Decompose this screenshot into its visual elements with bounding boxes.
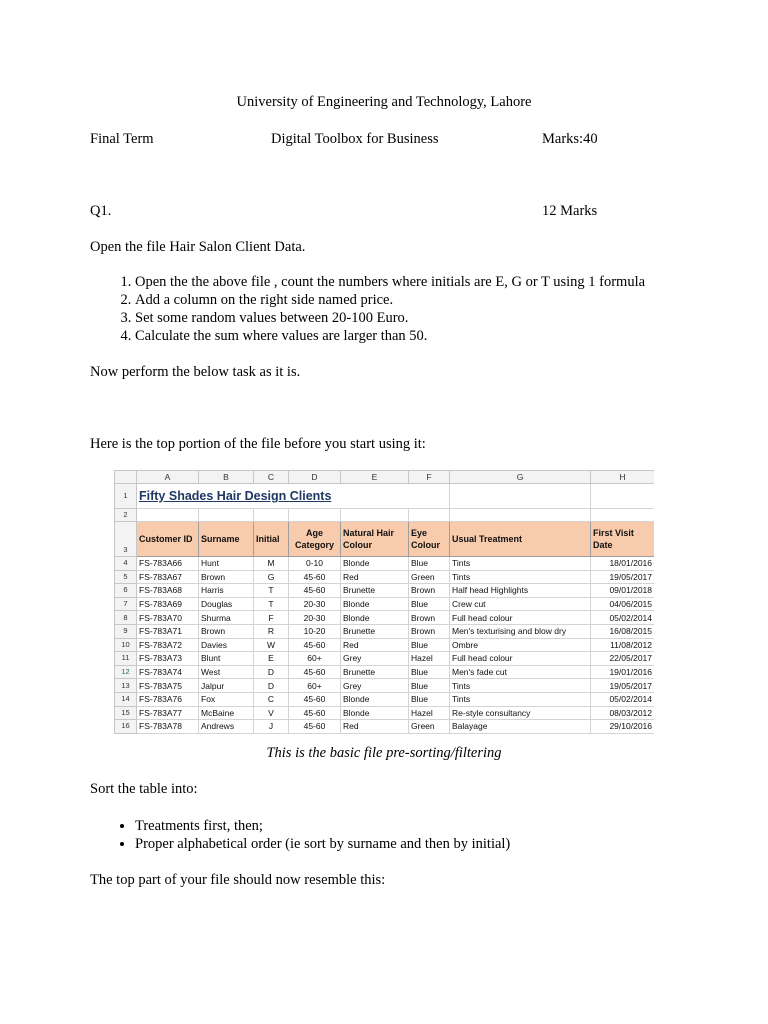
task-item: 2. Add a column on the right side named price. (135, 291, 645, 309)
total-marks: Marks:40 (542, 131, 598, 147)
cell-age-category: 45-60 (289, 638, 341, 652)
course-name: Digital Toolbox for Business (271, 131, 439, 147)
cell-customer-id: FS-783A70 (137, 611, 199, 625)
cell-first-visit-date: 11/08/2012 (591, 638, 655, 652)
row-number: 3 (115, 522, 137, 557)
header-age-category: Age Category (289, 522, 341, 557)
sheet-title: Fifty Shades Hair Design Clients (137, 484, 409, 509)
table-row (115, 584, 655, 598)
row-number: 14 (115, 692, 137, 706)
cell-customer-id: FS-783A68 (137, 584, 199, 598)
cell-natural-hair-colour: Blonde (341, 692, 409, 706)
table-row (115, 652, 655, 666)
cell-customer-id: FS-783A69 (137, 597, 199, 611)
cell-customer-id: FS-783A75 (137, 679, 199, 693)
blank-row (115, 509, 655, 522)
cell-first-visit-date: 18/01/2016 (591, 557, 655, 571)
cell-natural-hair-colour: Blonde (341, 557, 409, 571)
table-row (115, 692, 655, 706)
cell (591, 484, 655, 509)
cell-customer-id: FS-783A74 (137, 665, 199, 679)
cell-initial: J (254, 720, 289, 734)
task-item: 1. Open the the above file , count the numbers where initials are E, G or T using 1 formula (135, 273, 645, 291)
column-letter: F (409, 471, 450, 484)
row-number: 5 (115, 570, 137, 584)
table-row (115, 720, 655, 734)
cell-customer-id: FS-783A67 (137, 570, 199, 584)
row-number: 15 (115, 706, 137, 720)
row-number: 10 (115, 638, 137, 652)
task-list (90, 273, 645, 345)
cell-first-visit-date: 19/05/2017 (591, 679, 655, 693)
cell-eye-colour: Brown (409, 584, 450, 598)
cell-first-visit-date: 19/01/2016 (591, 665, 655, 679)
cell-initial: E (254, 652, 289, 666)
sort-item: • Treatments first, then; (135, 817, 510, 835)
cell-usual-treatment: Tints (450, 679, 591, 693)
cell-eye-colour: Blue (409, 557, 450, 571)
cell-surname: Douglas (199, 597, 254, 611)
cell-age-category: 60+ (289, 652, 341, 666)
cell-age-category: 45-60 (289, 720, 341, 734)
cell-first-visit-date: 19/05/2017 (591, 570, 655, 584)
header-customer-id: Customer ID (137, 522, 199, 557)
cell-natural-hair-colour: Red (341, 638, 409, 652)
column-letter: B (199, 471, 254, 484)
cell-first-visit-date: 05/02/2014 (591, 692, 655, 706)
title-row (115, 484, 655, 509)
top-portion-note: Here is the top portion of the file before you start using it: (90, 436, 426, 452)
figure-caption: This is the basic file pre-sorting/filtering (266, 745, 502, 761)
column-letter: C (254, 471, 289, 484)
cell-initial: M (254, 557, 289, 571)
resemble-note: The top part of your file should now resemble this: (90, 872, 386, 888)
sort-intro: Sort the table into: (90, 781, 198, 797)
cell-first-visit-date: 04/06/2015 (591, 597, 655, 611)
cell-usual-treatment: Balayage (450, 720, 591, 734)
row-number: 1 (115, 484, 137, 509)
cell-customer-id: FS-783A66 (137, 557, 199, 571)
sort-item: • Proper alphabetical order (ie sort by surname and then by initial) (135, 835, 510, 853)
university-title: University of Engineering and Technology, Lahore (236, 94, 532, 110)
cell-natural-hair-colour: Red (341, 720, 409, 734)
column-letter: G (450, 471, 591, 484)
cell-surname: McBaine (199, 706, 254, 720)
cell-eye-colour: Brown (409, 624, 450, 638)
cell-customer-id: FS-783A71 (137, 624, 199, 638)
cell-age-category: 20-30 (289, 597, 341, 611)
row-number: 2 (115, 509, 137, 522)
row-number: 13 (115, 679, 137, 693)
row-number: 6 (115, 584, 137, 598)
header-surname: Surname (199, 522, 254, 557)
cell-eye-colour: Blue (409, 679, 450, 693)
cell-eye-colour: Hazel (409, 652, 450, 666)
header-row (115, 522, 655, 557)
table-row (115, 638, 655, 652)
cell-surname: Jalpur (199, 679, 254, 693)
column-letter: H (591, 471, 655, 484)
cell-surname: West (199, 665, 254, 679)
cell-eye-colour: Green (409, 720, 450, 734)
cell-initial: F (254, 611, 289, 625)
cell-eye-colour: Green (409, 570, 450, 584)
cell-natural-hair-colour: Blonde (341, 611, 409, 625)
cell-first-visit-date: 05/02/2014 (591, 611, 655, 625)
cell-surname: Blunt (199, 652, 254, 666)
cell-customer-id: FS-783A78 (137, 720, 199, 734)
cell-age-category: 60+ (289, 679, 341, 693)
header-eye-colour: Eye Colour (409, 522, 450, 557)
cell (409, 484, 450, 509)
column-letter: A (137, 471, 199, 484)
cell-first-visit-date: 22/05/2017 (591, 652, 655, 666)
table-row (115, 706, 655, 720)
cell-natural-hair-colour: Grey (341, 679, 409, 693)
cell-initial: G (254, 570, 289, 584)
cell-surname: Hunt (199, 557, 254, 571)
exam-term: Final Term (90, 131, 154, 147)
table-row (115, 665, 655, 679)
cell-usual-treatment: Re-style consultancy (450, 706, 591, 720)
cell-eye-colour: Hazel (409, 706, 450, 720)
header-usual-treatment: Usual Treatment (450, 522, 591, 557)
cell-eye-colour: Blue (409, 638, 450, 652)
cell-age-category: 45-60 (289, 665, 341, 679)
cell-surname: Shurma (199, 611, 254, 625)
cell-usual-treatment: Ombre (450, 638, 591, 652)
cell-initial: C (254, 692, 289, 706)
cell-initial: D (254, 665, 289, 679)
cell-usual-treatment: Tints (450, 570, 591, 584)
row-number: 7 (115, 597, 137, 611)
cell-age-category: 10-20 (289, 624, 341, 638)
cell-surname: Brown (199, 624, 254, 638)
header-initial: Initial (254, 522, 289, 557)
cell-usual-treatment: Tints (450, 692, 591, 706)
row-number: 16 (115, 720, 137, 734)
cell-initial: T (254, 597, 289, 611)
spreadsheet-table (114, 470, 654, 734)
cell-customer-id: FS-783A72 (137, 638, 199, 652)
perform-instruction: Now perform the below task as it is. (90, 364, 301, 380)
cell-age-category: 45-60 (289, 706, 341, 720)
column-letter-row (115, 471, 655, 484)
cell-usual-treatment: Full head colour (450, 611, 591, 625)
data-rows (115, 557, 655, 734)
cell-natural-hair-colour: Grey (341, 652, 409, 666)
cell (450, 484, 591, 509)
column-letter: E (341, 471, 409, 484)
table-row (115, 570, 655, 584)
cell-customer-id: FS-783A73 (137, 652, 199, 666)
cell-natural-hair-colour: Blonde (341, 597, 409, 611)
cell-surname: Brown (199, 570, 254, 584)
header-first-visit-date: First Visit Date (591, 522, 655, 557)
cell-initial: T (254, 584, 289, 598)
cell-surname: Davies (199, 638, 254, 652)
cell-usual-treatment: Tints (450, 557, 591, 571)
cell-usual-treatment: Full head colour (450, 652, 591, 666)
cell-surname: Fox (199, 692, 254, 706)
row-number: 8 (115, 611, 137, 625)
sort-list (90, 817, 510, 853)
cell-eye-colour: Brown (409, 611, 450, 625)
task-item: 4. Calculate the sum where values are larger than 50. (135, 327, 645, 345)
cell-initial: R (254, 624, 289, 638)
row-number: 11 (115, 652, 137, 666)
cell-first-visit-date: 29/10/2016 (591, 720, 655, 734)
table-row (115, 679, 655, 693)
cell-initial: W (254, 638, 289, 652)
cell-usual-treatment: Men's fade cut (450, 665, 591, 679)
cell-first-visit-date: 16/08/2015 (591, 624, 655, 638)
column-letter: D (289, 471, 341, 484)
header-natural-hair-colour: Natural Hair Colour (341, 522, 409, 557)
table-row (115, 624, 655, 638)
row-number: 4 (115, 557, 137, 571)
cell-usual-treatment: Half head Highlights (450, 584, 591, 598)
row-number: 9 (115, 624, 137, 638)
cell-eye-colour: Blue (409, 665, 450, 679)
cell-usual-treatment: Crew cut (450, 597, 591, 611)
cell-age-category: 45-60 (289, 692, 341, 706)
table-row (115, 611, 655, 625)
task-item: 3. Set some random values between 20-100 Euro. (135, 309, 645, 327)
table-row (115, 597, 655, 611)
question-marks: 12 Marks (542, 203, 598, 219)
cell-usual-treatment: Men's texturising and blow dry (450, 624, 591, 638)
cell-natural-hair-colour: Brunette (341, 665, 409, 679)
cell-first-visit-date: 08/03/2012 (591, 706, 655, 720)
row-number: 12 (115, 665, 137, 679)
cell-surname: Andrews (199, 720, 254, 734)
cell-natural-hair-colour: Brunette (341, 624, 409, 638)
cell-age-category: 20-30 (289, 611, 341, 625)
cell-natural-hair-colour: Brunette (341, 584, 409, 598)
cell-eye-colour: Blue (409, 692, 450, 706)
spreadsheet-image (114, 470, 654, 734)
cell-customer-id: FS-783A77 (137, 706, 199, 720)
cell-age-category: 45-60 (289, 570, 341, 584)
cell-natural-hair-colour: Red (341, 570, 409, 584)
cell-initial: D (254, 679, 289, 693)
cell-first-visit-date: 09/01/2018 (591, 584, 655, 598)
cell-natural-hair-colour: Blonde (341, 706, 409, 720)
question-number: Q1. (90, 203, 112, 219)
cell-age-category: 45-60 (289, 584, 341, 598)
cell-surname: Harris (199, 584, 254, 598)
select-all-corner (115, 471, 137, 484)
question-intro: Open the file Hair Salon Client Data. (90, 239, 306, 255)
table-row (115, 557, 655, 571)
cell-initial: V (254, 706, 289, 720)
cell-customer-id: FS-783A76 (137, 692, 199, 706)
cell-age-category: 0-10 (289, 557, 341, 571)
cell-eye-colour: Blue (409, 597, 450, 611)
